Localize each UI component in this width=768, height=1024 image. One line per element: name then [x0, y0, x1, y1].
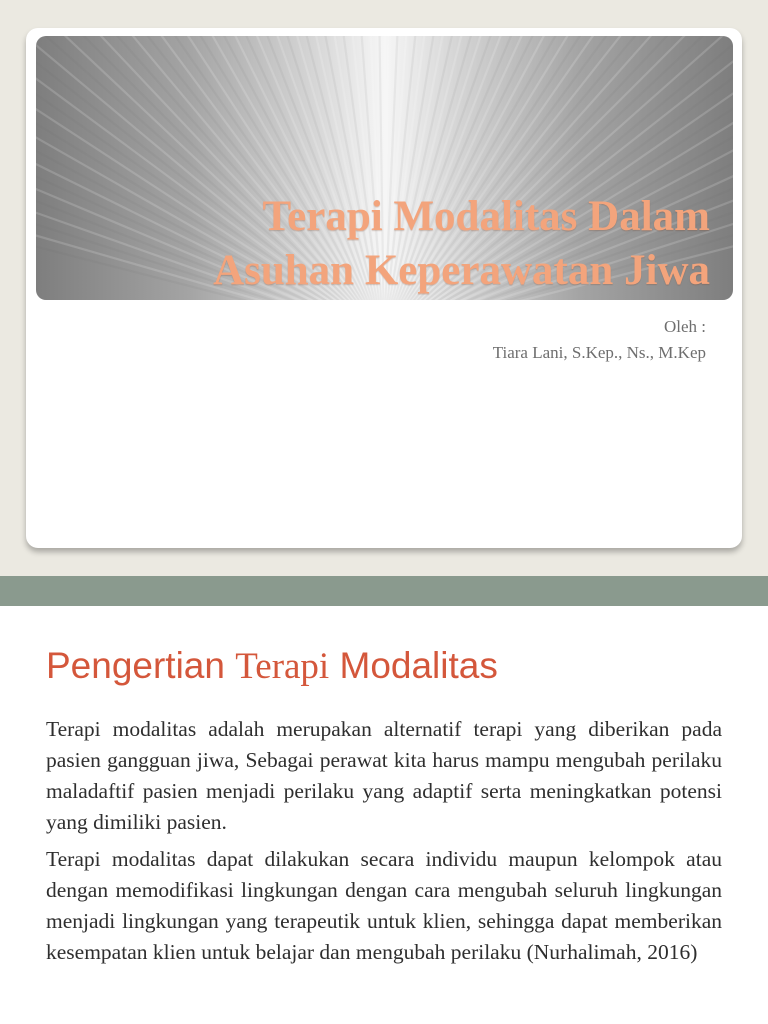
paragraph-1: Terapi modalitas adalah merupakan alternatif terapi yang diberikan pada pasien gangguan jiwa, Sebagai perawat kita harus mampu mengubah perilaku maladaftif pasien menjadi perilaku yang adaptif serta meningkatkan potensi yang dimiliki pasien. — [46, 717, 722, 834]
title-line-2: Asuhan Keperawatan Jiwa — [213, 247, 710, 294]
heading-part-1: Pengertian — [46, 645, 236, 686]
byline-label: Oleh : — [663, 317, 706, 336]
paragraph-2: Terapi modalitas dapat dilakukan secara individu maupun kelompok atau dengan memodifikasi lingkungan dengan cara mengubah seluruh lingkungan menjadi lingkungan yang terapeutik untuk klien, sehingga dapat memberikan kesempatan klien untuk belajar dan mengubah perilaku (Nurhalimah, 2016) — [46, 847, 722, 964]
content-slide — [0, 606, 768, 1024]
author-name: Tiara Lani, S.Kep., Ns., M.Kep — [492, 343, 706, 362]
heading-part-3: Modalitas — [329, 645, 498, 686]
slide-separator — [0, 576, 768, 606]
heading-part-2: Terapi — [235, 646, 330, 687]
slide-heading — [46, 642, 498, 691]
title-line-1: Terapi Modalitas Dalam — [262, 193, 710, 240]
byline — [300, 314, 706, 366]
presentation-title — [100, 190, 710, 298]
